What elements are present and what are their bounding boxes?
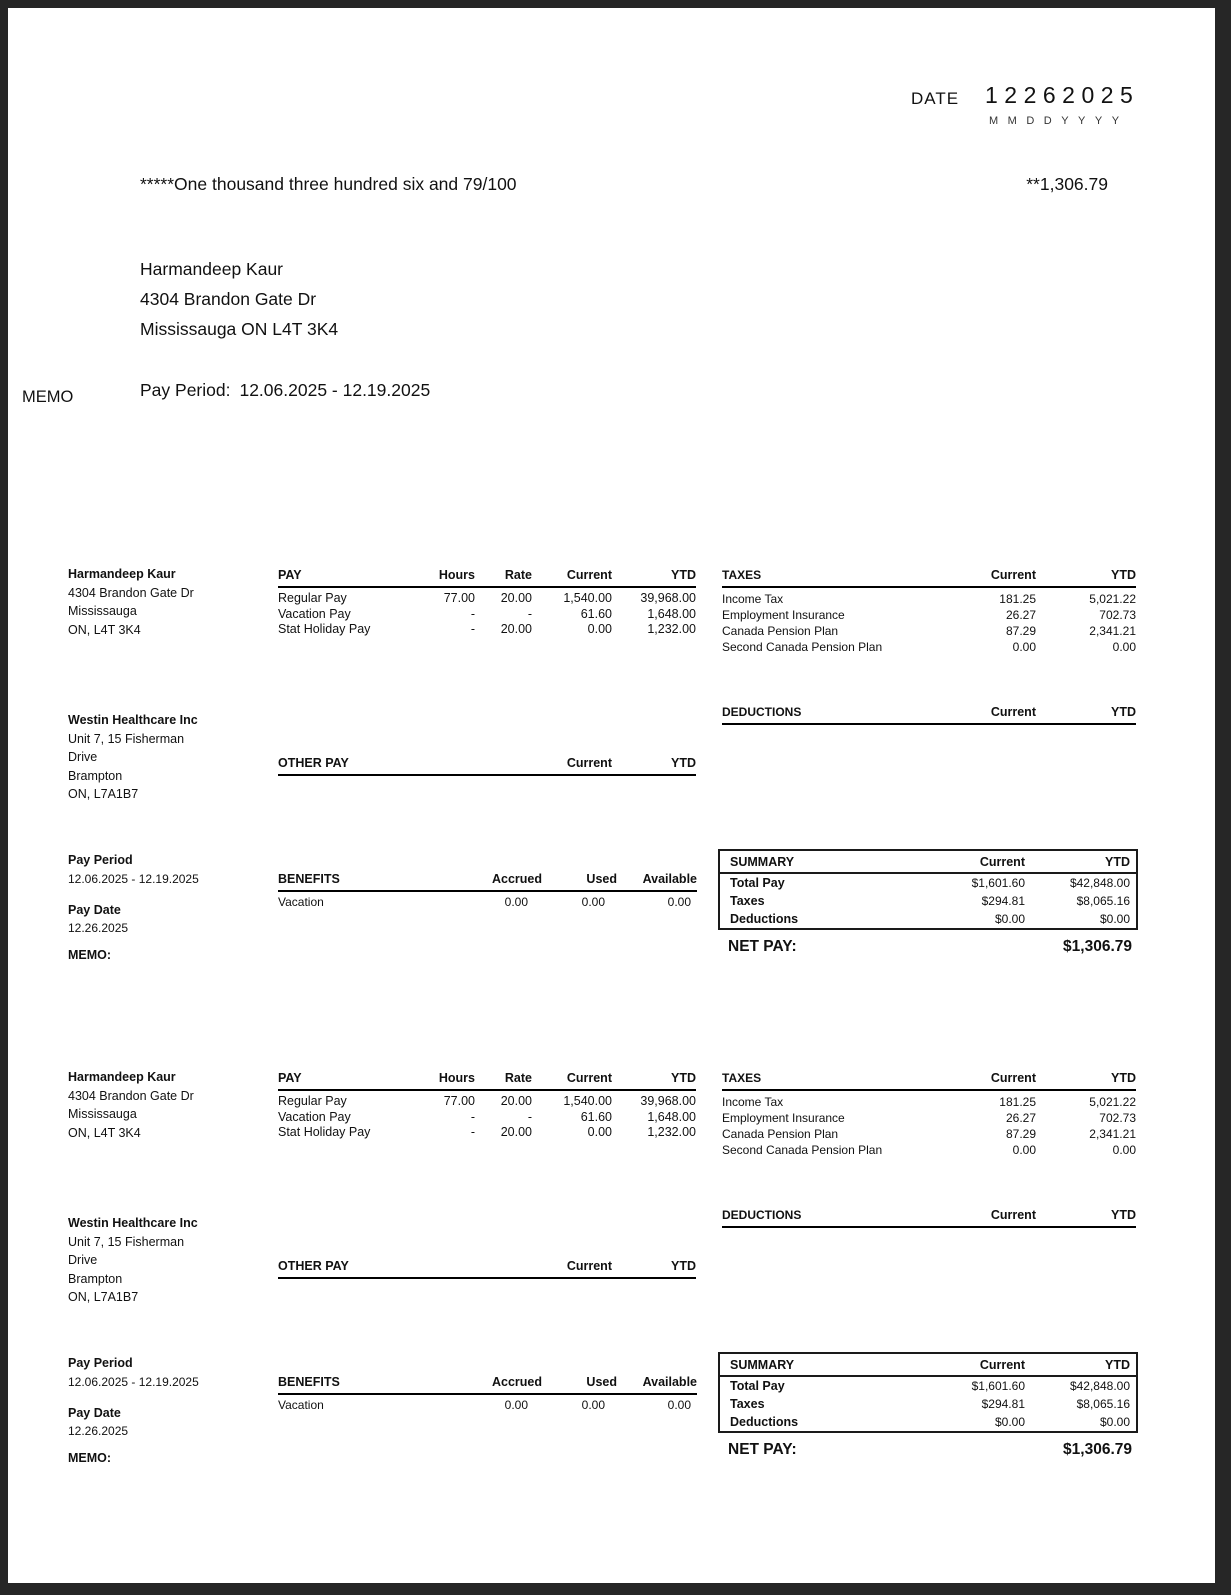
other-pay-col-current: Current xyxy=(566,1259,612,1273)
cheque-pay-period-label: Pay Period: xyxy=(140,380,231,400)
pay-col-rate: Rate xyxy=(504,568,532,582)
benefits-table-row xyxy=(278,895,697,911)
summary-box xyxy=(718,1352,1138,1433)
taxes-col-current: Current xyxy=(990,568,1036,582)
employer-address-line: Drive xyxy=(68,1253,98,1268)
pay-row-current: 61.60 xyxy=(580,606,612,621)
employee-address-line: ON, L4T 3K4 xyxy=(68,622,141,637)
date-format-hint: MMDDYYYY xyxy=(989,115,1129,127)
pay-row-ytd: 39,968.00 xyxy=(640,1093,696,1108)
summary-row-current: $294.81 xyxy=(981,894,1025,908)
benefits-table-title: BENEFITS xyxy=(278,872,340,886)
taxes-table-row xyxy=(722,1110,1136,1126)
pay-row-current: 1,540.00 xyxy=(563,1093,612,1108)
summary-col-ytd: YTD xyxy=(1105,1358,1130,1372)
pay-table-row xyxy=(278,622,696,638)
benefits-col-available: Available xyxy=(642,1375,697,1389)
pay-row-label: Vacation Pay xyxy=(278,1109,351,1124)
memo-label: MEMO xyxy=(22,388,74,406)
summary-row-current: $1,601.60 xyxy=(971,876,1025,890)
deductions-col-ytd: YTD xyxy=(1111,1208,1136,1222)
benefits-table-row xyxy=(278,1398,697,1414)
summary-row-current: $294.81 xyxy=(981,1397,1025,1411)
stub-pay-date-value: 12.26.2025 xyxy=(68,1424,129,1438)
employer-address-block xyxy=(68,1214,198,1307)
tax-row-ytd: 5,021.22 xyxy=(1089,1094,1136,1109)
pay-row-hours: 77.00 xyxy=(443,1093,475,1108)
summary-row-label: Deductions xyxy=(730,1415,799,1429)
pay-col-hours: Hours xyxy=(438,568,475,582)
benefit-row-accrued: 0.00 xyxy=(504,894,528,909)
pay-row-ytd: 1,232.00 xyxy=(647,622,696,637)
date-value: 12262025 xyxy=(985,82,1140,108)
pay-row-label: Regular Pay xyxy=(278,1093,347,1108)
tax-row-ytd: 5,021.22 xyxy=(1089,591,1136,606)
tax-row-ytd: 2,341.21 xyxy=(1089,1127,1136,1142)
summary-row-ytd: $8,065.16 xyxy=(1076,894,1130,908)
employer-address-line: Brampton xyxy=(68,1271,123,1286)
summary-header xyxy=(720,851,1136,874)
other-pay-table xyxy=(278,1259,696,1282)
pay-row-rate: 20.00 xyxy=(500,590,532,605)
stub-pay-period-value: 12.06.2025 - 12.19.2025 xyxy=(68,872,199,886)
benefits-col-available: Available xyxy=(642,872,697,886)
summary-title: SUMMARY xyxy=(730,1358,795,1372)
other-pay-col-ytd: YTD xyxy=(671,756,696,770)
employer-address-line: ON, L7A1B7 xyxy=(68,1290,139,1305)
benefit-row-used: 0.00 xyxy=(581,1397,605,1412)
tax-row-label: Canada Pension Plan xyxy=(722,624,839,639)
deductions-table-header xyxy=(722,705,1136,725)
pay-row-label: Stat Holiday Pay xyxy=(278,622,371,637)
summary-row-ytd: $42,848.00 xyxy=(1069,876,1130,890)
payee-address-block xyxy=(140,254,338,344)
pay-row-rate: - xyxy=(527,606,532,621)
employer-address-line: ON, L7A1B7 xyxy=(68,787,139,802)
pay-row-current: 0.00 xyxy=(587,1125,612,1140)
summary-row xyxy=(720,874,1136,892)
pay-row-ytd: 1,232.00 xyxy=(647,1125,696,1140)
tax-row-label: Canada Pension Plan xyxy=(722,1127,839,1142)
cheque-pay-period-value: 12.06.2025 - 12.19.2025 xyxy=(239,380,431,400)
employer-address-line: Unit 7, 15 Fisherman xyxy=(68,1234,185,1249)
date-label: DATE xyxy=(911,89,960,108)
payee-address-line1: 4304 Brandon Gate Dr xyxy=(140,289,317,309)
tax-row-current: 87.29 xyxy=(1005,1127,1036,1142)
other-pay-table xyxy=(278,756,696,779)
pay-table-row xyxy=(278,1125,696,1141)
taxes-table-header xyxy=(722,568,1136,588)
summary-row xyxy=(720,1395,1136,1413)
pay-col-rate: Rate xyxy=(504,1071,532,1085)
employee-address-line: 4304 Brandon Gate Dr xyxy=(68,585,194,600)
summary-row xyxy=(720,1377,1136,1395)
cheque-pay-period xyxy=(140,380,430,401)
stub-memo-label: MEMO: xyxy=(68,1451,112,1465)
other-pay-table-title: OTHER PAY xyxy=(278,756,349,770)
net-pay-value: $1,306.79 xyxy=(1063,938,1132,955)
deductions-col-ytd: YTD xyxy=(1111,705,1136,719)
summary-row-label: Deductions xyxy=(730,912,799,926)
employer-address-line: Unit 7, 15 Fisherman xyxy=(68,731,185,746)
deductions-col-current: Current xyxy=(990,705,1036,719)
benefits-table-title: BENEFITS xyxy=(278,1375,340,1389)
benefit-row-available: 0.00 xyxy=(667,1397,691,1412)
net-pay-label: NET PAY: xyxy=(728,938,797,955)
summary-row-label: Total Pay xyxy=(730,876,785,890)
summary-col-ytd: YTD xyxy=(1105,855,1130,869)
benefits-table-header xyxy=(278,1375,697,1395)
pay-row-rate: 20.00 xyxy=(500,1093,532,1108)
taxes-col-current: Current xyxy=(990,1071,1036,1085)
tax-row-label: Employment Insurance xyxy=(722,608,845,622)
amount-numeric: **1,306.79 xyxy=(1026,174,1108,194)
pay-table-row xyxy=(278,1110,696,1126)
benefits-col-used: Used xyxy=(586,1375,617,1389)
pay-table-row xyxy=(278,1094,696,1110)
employee-address-line: Mississauga xyxy=(68,604,137,619)
net-pay-row xyxy=(718,1441,1136,1459)
summary-row-current: $0.00 xyxy=(994,1415,1025,1429)
taxes-table-row xyxy=(722,607,1136,623)
pay-row-rate: 20.00 xyxy=(500,622,532,637)
taxes-col-ytd: YTD xyxy=(1111,568,1136,582)
summary-header xyxy=(720,1354,1136,1377)
taxes-col-ytd: YTD xyxy=(1111,1071,1136,1085)
pay-row-hours: - xyxy=(470,622,475,637)
tax-row-ytd: 2,341.21 xyxy=(1089,624,1136,639)
pay-row-label: Regular Pay xyxy=(278,590,347,605)
deductions-table-title: DEDUCTIONS xyxy=(722,705,802,719)
other-pay-table-header xyxy=(278,756,696,776)
pay-row-rate: 20.00 xyxy=(500,1125,532,1140)
summary-title: SUMMARY xyxy=(730,855,795,869)
benefit-row-label: Vacation xyxy=(278,1397,324,1412)
pay-row-current: 61.60 xyxy=(580,1109,612,1124)
tax-row-label: Employment Insurance xyxy=(722,1111,845,1125)
pay-table-header xyxy=(278,568,696,588)
deductions-col-current: Current xyxy=(990,1208,1036,1222)
summary-row-ytd: $0.00 xyxy=(1099,912,1130,926)
benefit-row-used: 0.00 xyxy=(581,894,605,909)
pay-row-ytd: 39,968.00 xyxy=(640,590,696,605)
taxes-table-row xyxy=(722,1126,1136,1142)
taxes-table-row xyxy=(722,591,1136,607)
tax-row-current: 0.00 xyxy=(1012,1143,1036,1158)
stub-pay-date-value: 12.26.2025 xyxy=(68,921,129,935)
deductions-table-title: DEDUCTIONS xyxy=(722,1208,802,1222)
tax-row-current: 87.29 xyxy=(1005,624,1036,639)
deductions-table xyxy=(722,1208,1136,1231)
taxes-table-title: TAXES xyxy=(722,1071,762,1085)
pay-row-ytd: 1,648.00 xyxy=(647,1109,696,1124)
pay-table-row xyxy=(278,607,696,623)
tax-row-label: Income Tax xyxy=(722,1094,784,1109)
summary-row xyxy=(720,892,1136,910)
net-pay-value: $1,306.79 xyxy=(1063,1441,1132,1458)
tax-row-ytd: 0.00 xyxy=(1112,1143,1136,1158)
employer-address-block xyxy=(68,711,198,804)
summary-row-label: Taxes xyxy=(730,894,765,908)
tax-row-current: 26.27 xyxy=(1005,1111,1036,1125)
pay-row-hours: - xyxy=(470,1125,475,1140)
benefits-col-accrued: Accrued xyxy=(491,872,542,886)
benefit-row-accrued: 0.00 xyxy=(504,1397,528,1412)
pay-row-rate: - xyxy=(527,1109,532,1124)
summary-row xyxy=(720,910,1136,928)
taxes-table-row xyxy=(722,1094,1136,1110)
net-pay-row xyxy=(718,938,1136,956)
tax-row-current: 0.00 xyxy=(1012,640,1036,655)
pay-stub-copy-2 xyxy=(8,1063,1215,1483)
taxes-table xyxy=(722,568,1136,656)
pay-table-header xyxy=(278,1071,696,1091)
summary-col-current: Current xyxy=(979,855,1025,869)
stub-pay-period-label: Pay Period xyxy=(68,1356,133,1370)
employer-name: Westin Healthcare Inc xyxy=(68,1216,198,1230)
summary-box xyxy=(718,849,1138,930)
deductions-table-header xyxy=(722,1208,1136,1228)
pay-table-row xyxy=(278,591,696,607)
taxes-table-title: TAXES xyxy=(722,568,762,582)
pay-table-title: PAY xyxy=(278,1071,302,1085)
summary-row-ytd: $8,065.16 xyxy=(1076,1397,1130,1411)
stub-pay-period-label: Pay Period xyxy=(68,853,133,867)
tax-row-ytd: 0.00 xyxy=(1112,640,1136,655)
other-pay-col-current: Current xyxy=(566,756,612,770)
tax-row-label: Second Canada Pension Plan xyxy=(722,1143,883,1158)
benefit-row-label: Vacation xyxy=(278,894,324,909)
employee-address-line: 4304 Brandon Gate Dr xyxy=(68,1088,194,1103)
taxes-table-header xyxy=(722,1071,1136,1091)
taxes-table-row xyxy=(722,639,1136,655)
payee-address-line2: Mississauga ON L4T 3K4 xyxy=(140,319,339,339)
pay-row-hours: 77.00 xyxy=(443,590,475,605)
pay-row-hours: - xyxy=(470,606,475,621)
pay-stub-copy-1 xyxy=(8,560,1215,980)
benefits-table xyxy=(278,1375,697,1414)
taxes-table-row xyxy=(722,1142,1136,1158)
pay-table xyxy=(278,568,696,638)
tax-row-current: 181.25 xyxy=(999,591,1036,606)
employer-name: Westin Healthcare Inc xyxy=(68,713,198,727)
other-pay-col-ytd: YTD xyxy=(671,1259,696,1273)
pay-col-ytd: YTD xyxy=(671,568,696,582)
tax-row-current: 181.25 xyxy=(999,1094,1036,1109)
tax-row-ytd: 702.73 xyxy=(1099,1111,1136,1125)
summary-col-current: Current xyxy=(979,1358,1025,1372)
employee-address-block xyxy=(68,1068,194,1142)
deductions-table xyxy=(722,705,1136,728)
summary-row-current: $0.00 xyxy=(994,912,1025,926)
benefits-col-accrued: Accrued xyxy=(491,1375,542,1389)
employer-address-line: Brampton xyxy=(68,768,123,783)
pay-col-hours: Hours xyxy=(438,1071,475,1085)
pay-row-hours: - xyxy=(470,1109,475,1124)
summary-row-ytd: $0.00 xyxy=(1099,1415,1130,1429)
employee-name: Harmandeep Kaur xyxy=(68,1070,176,1084)
other-pay-table-header xyxy=(278,1259,696,1279)
pay-row-label: Stat Holiday Pay xyxy=(278,1125,371,1140)
pay-col-current: Current xyxy=(566,568,612,582)
paycheque-document xyxy=(8,8,1215,1583)
employee-address-line: ON, L4T 3K4 xyxy=(68,1125,141,1140)
benefits-table-header xyxy=(278,872,697,892)
stub-memo-label: MEMO: xyxy=(68,948,112,962)
pay-table xyxy=(278,1071,696,1141)
summary-row-current: $1,601.60 xyxy=(971,1379,1025,1393)
pay-row-ytd: 1,648.00 xyxy=(647,606,696,621)
pay-table-title: PAY xyxy=(278,568,302,582)
benefits-col-used: Used xyxy=(586,872,617,886)
pay-row-current: 1,540.00 xyxy=(563,590,612,605)
pay-row-label: Vacation Pay xyxy=(278,606,351,621)
stub-pay-date-label: Pay Date xyxy=(68,903,121,917)
tax-row-label: Second Canada Pension Plan xyxy=(722,640,883,655)
summary-row-ytd: $42,848.00 xyxy=(1069,1379,1130,1393)
benefit-row-available: 0.00 xyxy=(667,894,691,909)
summary-row-label: Taxes xyxy=(730,1397,765,1411)
stub-pay-date-label: Pay Date xyxy=(68,1406,121,1420)
net-pay-label: NET PAY: xyxy=(728,1441,797,1458)
benefits-table xyxy=(278,872,697,911)
summary-row-label: Total Pay xyxy=(730,1379,785,1393)
pay-col-current: Current xyxy=(566,1071,612,1085)
summary-row xyxy=(720,1413,1136,1431)
pay-row-current: 0.00 xyxy=(587,622,612,637)
other-pay-table-title: OTHER PAY xyxy=(278,1259,349,1273)
tax-row-ytd: 702.73 xyxy=(1099,608,1136,622)
employee-address-block xyxy=(68,565,194,639)
stub-pay-period-value: 12.06.2025 - 12.19.2025 xyxy=(68,1375,199,1389)
amount-in-words: *****One thousand three hundred six and 79/100 xyxy=(140,174,517,194)
tax-row-current: 26.27 xyxy=(1005,608,1036,622)
tax-row-label: Income Tax xyxy=(722,591,784,606)
pay-col-ytd: YTD xyxy=(671,1071,696,1085)
payee-name: Harmandeep Kaur xyxy=(140,259,283,279)
taxes-table-row xyxy=(722,623,1136,639)
employer-address-line: Drive xyxy=(68,750,98,765)
taxes-table xyxy=(722,1071,1136,1159)
employee-address-line: Mississauga xyxy=(68,1107,137,1122)
employee-name: Harmandeep Kaur xyxy=(68,567,176,581)
